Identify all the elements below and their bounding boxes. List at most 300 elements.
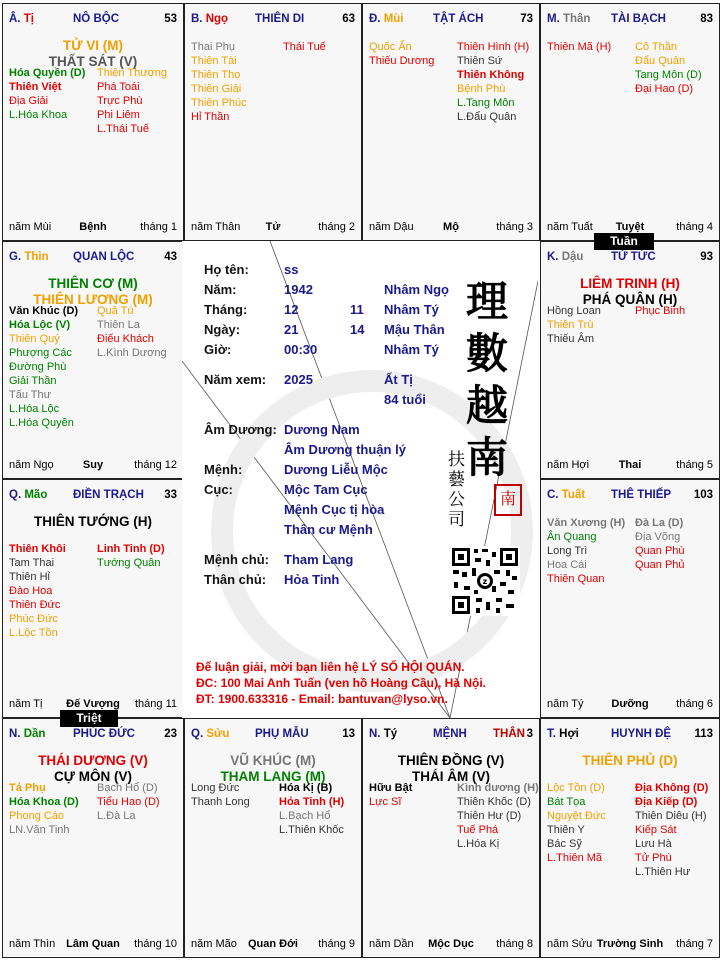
palace-prefix: Đ.: [369, 13, 384, 25]
palace-position: [369, 13, 404, 25]
palace-stage: Quan Đới: [248, 938, 298, 950]
star: Thiên Thọ: [191, 69, 241, 81]
palace-prefix: Q.: [191, 728, 207, 740]
star: Đường Phù: [9, 361, 67, 373]
calligraphy-char: 南: [466, 433, 509, 482]
star: Thiên Đức: [9, 599, 61, 611]
palace-house: HUYNH ĐỆ: [611, 728, 672, 740]
palace-position: [369, 728, 397, 740]
palace-branch: Tý: [383, 728, 398, 740]
star: Hỉ Thần: [191, 111, 230, 123]
palace-position: [9, 13, 34, 25]
stars-right-column: [635, 516, 685, 572]
palace-dan[interactable]: [2, 718, 184, 958]
star: Thiếu Dương: [369, 55, 435, 67]
star: Thiên Thương: [97, 67, 168, 79]
star: Phong Cáo: [9, 810, 65, 822]
palace-thin[interactable]: [2, 241, 184, 479]
palace-branch: Thân: [562, 13, 591, 25]
palace-year: năm Thìn: [9, 938, 56, 950]
star: Trực Phù: [97, 95, 143, 107]
palace-branch: Sửu: [206, 728, 230, 740]
palace-position: [547, 13, 590, 25]
palace-position: [9, 728, 45, 740]
palace-month: tháng 7: [676, 938, 713, 950]
main-star: THẤT SÁT (V): [48, 54, 138, 69]
palace-prefix: K.: [547, 251, 562, 263]
palace-month: tháng 10: [134, 938, 177, 950]
palace-year: năm Tý: [547, 698, 584, 710]
palace-house: ĐIỀN TRẠCH: [73, 489, 144, 501]
star: Nguyệt Đức: [547, 810, 606, 822]
view-year-value: 2025: [284, 372, 313, 387]
stars-left-column: [369, 40, 434, 68]
star: Văn Khúc (D): [9, 305, 79, 317]
palace-house: TẬT ÁCH: [433, 13, 484, 25]
palace-age: 113: [694, 728, 713, 740]
star: Địa Giải: [9, 95, 49, 107]
star: Thiên Việt: [9, 81, 62, 93]
hour-can: Nhâm Tý: [384, 342, 439, 357]
age-value: 84 tuổi: [384, 392, 426, 407]
palace-ty[interactable]: [362, 718, 540, 958]
star: L.Kình Dương: [97, 347, 167, 359]
palace-mui[interactable]: [362, 3, 540, 241]
main-star: THÁI DƯƠNG (V): [38, 753, 148, 768]
palace-stage: Lâm Quan: [66, 938, 120, 950]
star: Long Trì: [547, 545, 588, 557]
main-star: THÁI ÂM (V): [412, 769, 490, 784]
star: L.Thiên Mã: [547, 852, 603, 864]
stars-left-column: [547, 40, 611, 54]
palace-hoi[interactable]: [540, 718, 720, 958]
hour-label: Giờ:: [204, 342, 232, 357]
main-star: VŨ KHÚC (M): [230, 753, 316, 768]
star: Phúc Đức: [9, 613, 58, 625]
stars-left-column: [9, 542, 66, 640]
main-star: THIÊN TƯỚNG (H): [34, 514, 152, 529]
palace-stage: Mộ: [443, 221, 459, 233]
main-star: PHÁ QUÂN (H): [582, 292, 678, 307]
main-star: CỰ MÔN (V): [54, 769, 132, 784]
stars-right-column: [97, 781, 160, 823]
palace-branch: Tuất: [561, 489, 586, 501]
stars-left-column: [547, 781, 606, 865]
palace-year: năm Sửu: [547, 938, 593, 950]
name-label: Họ tên:: [204, 262, 249, 277]
palace-house: PHÚC ĐỨC: [73, 728, 135, 740]
star: Phá Toái: [97, 81, 140, 93]
palace-year: năm Mùi: [9, 221, 52, 233]
star: Hóa Kị (B): [279, 782, 333, 794]
star: L.Hóa Kị: [457, 838, 500, 850]
stars-left-column: [9, 304, 78, 430]
palace-house: MỆNH: [433, 728, 467, 740]
palace-stage: Dưỡng: [611, 698, 649, 710]
star: Thái Tuế: [283, 41, 326, 53]
star: L.Bạch Hổ: [279, 810, 331, 822]
seal-char: 扶: [448, 450, 465, 470]
palace-year: năm Ngọ: [9, 459, 54, 471]
palace-year: năm Hợi: [547, 459, 590, 471]
palace-prefix: C.: [547, 489, 562, 501]
palace-prefix: B.: [191, 13, 206, 25]
star: L.Hóa Quyền: [9, 417, 74, 429]
star: Phục Binh: [635, 305, 686, 317]
palace-month: tháng 6: [676, 698, 713, 710]
main-star: THIÊN LƯƠNG (M): [33, 292, 153, 307]
calligraphy-char: 理: [466, 277, 509, 326]
stars-left-column: [9, 781, 79, 837]
palace-house: QUAN LỘC: [73, 251, 135, 263]
qr-code[interactable]: [450, 546, 520, 616]
palace-house: TÀI BẠCH: [611, 13, 666, 25]
palace-header: [547, 251, 713, 265]
palace-branch: Hợi: [559, 728, 579, 740]
triet-badge: Triệt: [60, 710, 118, 727]
palace-header: [369, 728, 533, 742]
palace-year: năm Mão: [191, 938, 237, 950]
amduong-value-1: Dương Nam: [284, 422, 360, 437]
palace-header: [191, 13, 355, 27]
star: Phi Liêm: [97, 109, 140, 121]
star: Thiên Giải: [191, 83, 242, 95]
menhchu-label: Mệnh chủ:: [204, 552, 269, 567]
day-can: Mậu Thân: [384, 322, 445, 337]
palace-stage: Tuyệt: [615, 221, 645, 233]
star: Thiên Hỉ: [9, 571, 50, 583]
seal-char: 公: [448, 490, 465, 510]
star: Hoa Cái: [547, 559, 587, 571]
thanchu-label: Thân chủ:: [204, 572, 267, 587]
star: Hóa Lộc (V): [9, 319, 71, 331]
palace-month: tháng 8: [496, 938, 533, 950]
star: L.Hóa Lộc: [9, 403, 60, 415]
star: Thiên La: [97, 319, 140, 331]
star: Văn Xương (H): [547, 517, 626, 529]
palace-position: [547, 489, 585, 501]
palace-header: [547, 13, 713, 27]
palace-branch: Mão: [24, 489, 48, 501]
main-star: THIÊN ĐỒNG (V): [397, 753, 505, 768]
palace-header: [9, 251, 177, 265]
star: L.Tang Môn: [457, 97, 515, 109]
cuc-value-1: Mộc Tam Cục: [284, 482, 368, 497]
star: Tử Phù: [635, 852, 672, 864]
star: Thiên Phúc: [191, 97, 247, 109]
palace-position: [191, 13, 228, 25]
palace-stage: Mộc Dục: [428, 938, 474, 950]
star: Tuế Phá: [457, 824, 499, 836]
main-star: THAM LANG (M): [220, 769, 326, 784]
palace-age: 73: [520, 13, 533, 25]
name-value: ss: [284, 262, 299, 277]
palace-branch: Thìn: [24, 251, 49, 263]
view-year-can: Ất Tị: [384, 372, 413, 387]
palace-month: tháng 9: [318, 938, 355, 950]
palace-header: [547, 728, 713, 742]
amduong-label: Âm Dương:: [204, 422, 277, 437]
year-label: Năm:: [204, 282, 237, 297]
star: Kình dương (H): [457, 782, 539, 794]
palace-prefix: N.: [369, 728, 384, 740]
star: Bạch Hổ (D): [97, 782, 158, 794]
star: L.Lộc Tồn: [9, 627, 58, 639]
star: Giải Thần: [9, 375, 57, 387]
palace-age: 63: [342, 13, 355, 25]
stars-right-column: [97, 66, 167, 136]
star: Thiên Y: [547, 824, 585, 836]
star: Bệnh Phù: [457, 83, 506, 95]
palace-stage: Bệnh: [79, 221, 107, 233]
menhchu-value: Tham Lang: [284, 552, 354, 567]
palace-footer: [369, 221, 533, 235]
star: Tiểu Hao (D): [97, 796, 160, 808]
star: Bát Tọa: [547, 796, 586, 808]
palace-house: PHỤ MẪU: [255, 728, 309, 740]
year-can: Nhâm Ngọ: [384, 282, 449, 297]
star: Thiên Hư (D): [457, 810, 522, 822]
star: Thiên Diêu (H): [635, 810, 707, 822]
palace-prefix: G.: [9, 251, 25, 263]
stars-right-column: [635, 40, 702, 96]
palace-footer: [547, 938, 713, 952]
palace-than[interactable]: [540, 3, 720, 241]
main-stars: [541, 753, 719, 769]
calligraphy-logo: [466, 276, 508, 484]
day-lunar: 14: [350, 322, 365, 337]
star: L.Thái Tuế: [97, 123, 149, 135]
star: Địa Kiếp (D): [635, 796, 698, 808]
palace-month: tháng 1: [140, 221, 177, 233]
palace-header: [9, 728, 177, 742]
day-value: 21: [284, 322, 299, 337]
star: Cô Thần: [635, 41, 677, 53]
star: L.Thiên Khốc: [279, 824, 344, 836]
star: Bác Sỹ: [547, 838, 582, 850]
stars-left-column: [547, 516, 625, 586]
palace-prefix: M.: [547, 13, 563, 25]
contact-line-1: Để luận giải, mời bạn liên hệ LÝ SỐ HỘI QUÁN.: [196, 660, 465, 674]
palace-year: năm Tuất: [547, 221, 593, 233]
palace-prefix: Â.: [9, 13, 24, 25]
star: Quốc Ấn: [369, 41, 412, 53]
palace-position: [9, 251, 49, 263]
star: L.Đẩu Quân: [457, 111, 517, 123]
menh-value: Dương Liễu Mộc: [284, 462, 388, 477]
stars-right-column: [279, 781, 344, 837]
main-star: THIÊN CƠ (M): [48, 276, 138, 291]
palace-age: 13: [342, 728, 355, 740]
star: Kiếp Sát: [635, 824, 677, 836]
palace-ti[interactable]: [2, 3, 184, 241]
month-label: Tháng:: [204, 302, 248, 317]
stars-left-column: [191, 40, 247, 124]
palace-tuat[interactable]: [540, 479, 720, 718]
star: Hóa Khoa (D): [9, 796, 79, 808]
palace-year: năm Dậu: [369, 221, 414, 233]
star: Quả Tú: [97, 305, 134, 317]
star: Quan Phù: [635, 545, 685, 557]
stars-right-column: [97, 304, 167, 360]
contact-address: ĐC: 100 Mai Anh Tuấn (ven hồ Hoàng Cầu), Hà Nội.: [196, 676, 487, 690]
palace-year: năm Tị: [9, 698, 43, 710]
main-star: LIÊM TRINH (H): [580, 276, 680, 291]
amduong-value-2: Âm Dương thuận lý: [284, 442, 406, 457]
palace-month: tháng 3: [496, 221, 533, 233]
palace-header: [191, 728, 355, 742]
star: Thiên Khôi: [9, 543, 66, 555]
palace-position: [9, 489, 47, 501]
palace-month: tháng 4: [676, 221, 713, 233]
palace-stage: Thai: [618, 459, 642, 471]
palace-mao[interactable]: [2, 479, 184, 718]
palace-month: tháng 12: [134, 459, 177, 471]
menh-label: Mệnh:: [204, 462, 243, 477]
palace-header: [369, 13, 533, 27]
palace-ngo[interactable]: [184, 3, 362, 241]
star: Lực Sĩ: [369, 796, 402, 808]
star: Điếu Khách: [97, 333, 154, 345]
star: Thai Phụ: [191, 41, 236, 53]
seal-char: 藝: [448, 470, 465, 490]
palace-position: [191, 728, 229, 740]
cuc-value-3: Thân cư Mệnh: [284, 522, 373, 537]
star: Quan Phủ: [635, 559, 685, 571]
main-star: THIÊN PHỦ (D): [582, 753, 678, 768]
star: Lưu Hà: [635, 838, 672, 850]
star: Tả Phụ: [9, 782, 46, 794]
star: Thiên Quan: [547, 573, 605, 585]
palace-footer: [9, 938, 177, 952]
star: Tang Môn (D): [635, 69, 702, 81]
thanchu-value: Hỏa Tinh: [284, 572, 340, 587]
palace-age: 103: [693, 489, 713, 501]
stars-right-column: [283, 40, 326, 54]
palace-branch: Tị: [23, 13, 34, 25]
star: Hóa Quyền (D): [9, 67, 86, 79]
palace-age: 23: [164, 728, 177, 740]
palace-prefix: N.: [9, 728, 24, 740]
star: Đại Hao (D): [635, 83, 694, 95]
palace-stage: Suy: [82, 459, 104, 471]
hour-value: 00:30: [284, 342, 318, 357]
star: Địa Không (D): [635, 782, 709, 794]
palace-age: 43: [164, 251, 177, 263]
stars-left-column: [191, 781, 250, 809]
star: Hữu Bật: [369, 782, 413, 794]
palace-footer: [369, 938, 533, 952]
palace-month: tháng 2: [318, 221, 355, 233]
palace-than-marker: THÂN: [493, 728, 525, 740]
palace-month: tháng 5: [676, 459, 713, 471]
svg-text:z: z: [482, 577, 488, 586]
palace-age: 83: [700, 13, 713, 25]
stars-left-column: [369, 781, 412, 809]
star: Thanh Long: [191, 796, 250, 808]
palace-month: tháng 11: [134, 698, 177, 710]
calligraphy-char: 數: [466, 329, 509, 378]
palace-position: [547, 728, 579, 740]
stars-right-column: [635, 781, 708, 879]
palace-age: 3: [526, 728, 533, 740]
stars-right-column: [457, 781, 539, 851]
palace-footer: [547, 698, 713, 712]
cuc-value-2: Mệnh Cục tị hòa: [284, 502, 385, 517]
main-star: TỬ VI (M): [63, 38, 123, 53]
star: Thiếu Âm: [547, 333, 595, 345]
palace-footer: [191, 221, 355, 235]
month-can: Nhâm Tý: [384, 302, 439, 317]
star: Thiên Hình (H): [457, 41, 530, 53]
star: Tam Thai: [9, 557, 55, 569]
star: Thiên Mã (H): [547, 41, 612, 53]
view-year-label: Năm xem:: [204, 372, 267, 387]
main-stars: [3, 514, 183, 530]
stars-right-column: [97, 542, 165, 570]
palace-age: 93: [700, 251, 713, 263]
star: Thiên Quý: [9, 333, 60, 345]
stars-right-column: [635, 304, 685, 318]
seal-side-text: [448, 450, 465, 530]
palace-prefix: Q.: [9, 489, 25, 501]
palace-year: năm Thân: [191, 221, 241, 233]
palace-header: [547, 489, 713, 503]
seal-char: 司: [448, 510, 465, 530]
star: Đẩu Quân: [635, 55, 686, 67]
star: Thiên Không: [457, 69, 525, 81]
tuan-badge: Tuần: [594, 233, 654, 250]
day-label: Ngày:: [204, 322, 241, 337]
palace-prefix: T.: [547, 728, 560, 740]
year-value: 1942: [284, 282, 313, 297]
star: Long Đức: [191, 782, 240, 794]
star: Tướng Quân: [97, 557, 161, 569]
star: Thiên Trù: [547, 319, 594, 331]
star: Phượng Các: [9, 347, 72, 359]
palace-branch: Dần: [23, 728, 46, 740]
stars-left-column: [547, 304, 601, 346]
palace-position: [547, 251, 583, 263]
star: L.Đà La: [97, 810, 136, 822]
star: Hồng Loan: [547, 305, 601, 317]
palace-stage: Đế Vượng: [66, 698, 120, 710]
palace-suu[interactable]: [184, 718, 362, 958]
palace-age: 53: [164, 13, 177, 25]
stars-right-column: [457, 40, 529, 124]
star: Linh Tinh (D): [97, 543, 165, 555]
stars-left-column: [9, 66, 85, 122]
contact-phone-email[interactable]: ĐT: 1900.633316 - Email: bantuvan@lyso.vn.: [196, 692, 448, 706]
palace-header: [9, 489, 177, 503]
palace-stage: Trường Sinh: [596, 938, 664, 950]
red-seal-stamp: 南: [494, 484, 522, 516]
palace-house: THÊ THIẾP: [611, 489, 672, 501]
palace-footer: [9, 459, 177, 473]
palace-branch: Dậu: [561, 251, 584, 263]
palace-age: 33: [164, 489, 177, 501]
star: Lộc Tồn (D): [547, 782, 605, 794]
palace-branch: Ngọ: [205, 13, 229, 25]
palace-footer: [191, 938, 355, 952]
star: L.Thiên Hư: [635, 866, 691, 878]
star: Địa Võng: [635, 531, 681, 543]
star: Ân Quang: [547, 531, 597, 543]
palace-footer: [9, 221, 177, 235]
star: Thiên Sứ: [457, 55, 503, 67]
star: Hỏa Tinh (H): [279, 796, 345, 808]
palace-dau[interactable]: [540, 241, 720, 479]
